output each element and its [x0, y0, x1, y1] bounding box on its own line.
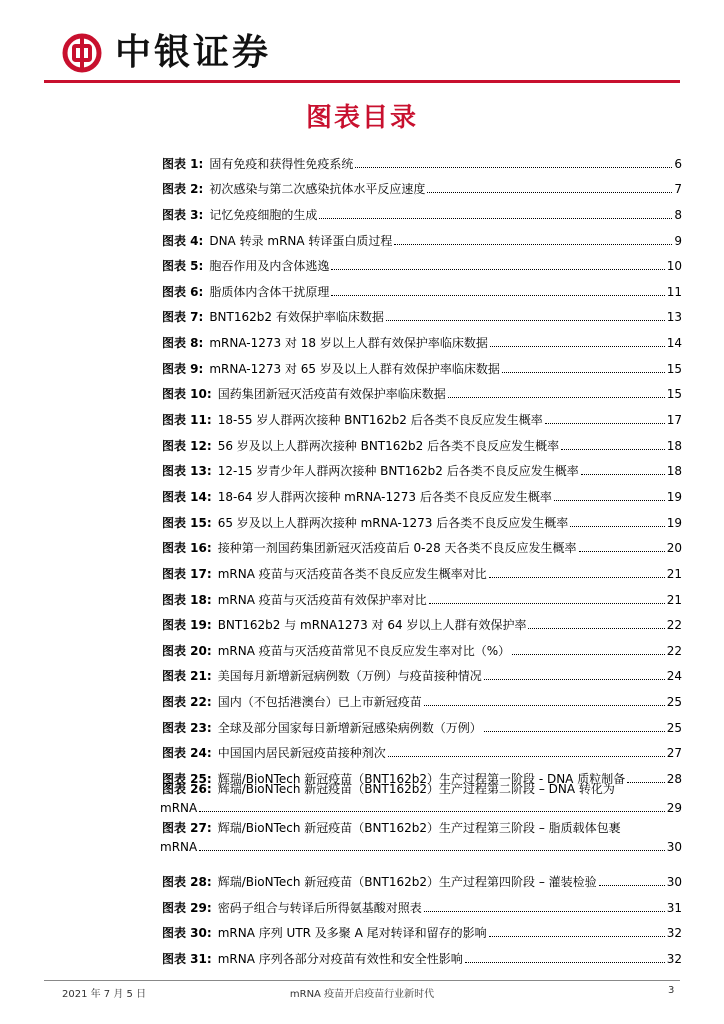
toc-entry-leader	[561, 449, 665, 450]
toc-entry-leader	[627, 782, 665, 783]
toc-entry[interactable]	[162, 479, 682, 505]
toc-entry-label: 图表 23:	[162, 720, 212, 735]
toc-entry[interactable]	[160, 820, 682, 865]
toc-entry[interactable]	[162, 916, 682, 942]
brand-name: 中银证券	[115, 32, 272, 73]
toc-entry-text: 记忆免疫细胞的生成	[209, 207, 318, 222]
toc-entry-label: 图表 5:	[162, 259, 204, 274]
toc-entry-page: 27	[666, 746, 682, 761]
toc-entry[interactable]	[162, 428, 682, 454]
toc-entry-label: 图表 11:	[162, 413, 212, 428]
toc-entry-label: 图表 14:	[162, 489, 212, 504]
toc-entry[interactable]	[162, 172, 682, 198]
toc-entry-page: 14	[666, 336, 682, 351]
toc-entry-text: 辉瑞/BioNTech 新冠疫苗（BNT162b2）生产过程第二阶段 – DNA 转化为	[217, 782, 615, 797]
toc-entry-page: 18	[666, 464, 682, 479]
toc-entry[interactable]	[162, 710, 682, 736]
toc-entry[interactable]	[162, 684, 682, 710]
toc-entry-leader	[331, 295, 664, 296]
toc-entry-leader	[331, 269, 664, 270]
toc-entry-text: BNT162b2 有效保护率临床数据	[209, 310, 384, 325]
toc-entry-label: 图表 31:	[162, 951, 212, 966]
table-of-figures	[162, 146, 682, 967]
toc-entry-label: 图表 8:	[162, 336, 204, 351]
toc-entry[interactable]	[162, 633, 682, 659]
toc-entry-text: BNT162b2 与 mRNA1273 对 64 岁以上人群有效保护率	[217, 618, 527, 633]
toc-entry-text: mRNA 序列各部分对疫苗有效性和安全性影响	[217, 951, 463, 966]
toc-entry-label: 图表 2:	[162, 182, 204, 197]
toc-entry-leader	[424, 911, 665, 912]
toc-entry-label: 图表 18:	[162, 592, 212, 607]
toc-entry-page: 31	[666, 900, 682, 915]
toc-entry[interactable]	[162, 608, 682, 634]
toc-entry-page: 7	[674, 182, 682, 197]
toc-entry-page: 11	[666, 284, 682, 299]
toc-entry-text: 国药集团新冠灭活疫苗有效保护率临床数据	[217, 387, 446, 402]
toc-entry-page: 6	[674, 156, 682, 171]
page-header	[0, 0, 724, 90]
toc-entry-text: 美国每月新增新冠病例数（万例）与疫苗接种情况	[217, 669, 482, 684]
toc-entry-leader	[545, 423, 665, 424]
toc-entry-leader	[319, 218, 672, 219]
toc-entry-label: 图表 26:	[162, 782, 212, 797]
toc-entry-page: 32	[666, 926, 682, 941]
toc-entry-page: 30	[666, 875, 682, 890]
toc-entry[interactable]	[162, 659, 682, 685]
toc-entry-page: 18	[666, 438, 682, 453]
toc-entry-leader	[599, 885, 665, 886]
toc-entry-text: mRNA-1273 对 18 岁以上人群有效保护率临床数据	[209, 336, 488, 351]
toc-entry[interactable]	[162, 582, 682, 608]
toc-entry-leader	[489, 936, 665, 937]
toc-entry[interactable]	[162, 377, 682, 403]
toc-entry-text: mRNA-1273 对 65 岁及以上人群有效保护率临床数据	[209, 361, 500, 376]
toc-entry-label: 图表 30:	[162, 926, 212, 941]
toc-entry-leader	[570, 526, 664, 527]
toc-entry-label: 图表 25:	[162, 772, 212, 787]
footer-date: 2021 年 7 月 5 日	[62, 989, 147, 1000]
toc-entry-leader	[465, 962, 665, 963]
toc-entry-text: 65 岁及以上人群两次接种 mRNA-1273 后各类不良反应发生概率	[217, 515, 569, 530]
toc-entry-leader	[448, 397, 665, 398]
toc-entry-page: 19	[666, 515, 682, 530]
toc-entry-label: 图表 16:	[162, 541, 212, 556]
toc-entry-continuation	[160, 839, 682, 855]
toc-entry-label: 图表 3:	[162, 207, 204, 222]
toc-entry-page: 30	[666, 839, 682, 854]
toc-entry-page: 22	[666, 643, 682, 658]
toc-entry-label: 图表 24:	[162, 746, 212, 761]
toc-entry-text: 国内（不包括港澳台）已上市新冠疫苗	[217, 695, 422, 710]
toc-entry[interactable]	[162, 505, 682, 531]
toc-entry-text: 18-64 岁人群两次接种 mRNA-1273 后各类不良反应发生概率	[217, 489, 552, 504]
toc-entry-label: 图表 28:	[162, 875, 212, 890]
toc-entry-label: 图表 12:	[162, 438, 212, 453]
toc-entry-page: 21	[666, 566, 682, 581]
toc-entry-text: 全球及部分国家每日新增新冠感染病例数（万例）	[217, 720, 482, 735]
toc-entry-label: 图表 9:	[162, 361, 204, 376]
header-divider	[44, 80, 680, 83]
toc-entry[interactable]	[162, 249, 682, 275]
toc-entry-text-continued: mRNA	[160, 801, 198, 816]
toc-entry-page: 32	[666, 951, 682, 966]
toc-entry-line	[162, 820, 621, 836]
toc-entry-leader	[199, 811, 665, 812]
toc-entry[interactable]	[162, 454, 682, 480]
toc-entry-page: 25	[666, 720, 682, 735]
toc-entry-label: 图表 4:	[162, 233, 204, 248]
toc-entry-leader	[490, 346, 665, 347]
toc-entry-text: 接种第一剂国药集团新冠灭活疫苗后 0-28 天各类不良反应发生概率	[217, 541, 577, 556]
toc-entry[interactable]	[162, 197, 682, 223]
toc-entry[interactable]	[162, 351, 682, 377]
toc-entry-label: 图表 21:	[162, 669, 212, 684]
toc-entry-text: mRNA 序列 UTR 及多聚 A 尾对转译和留存的影响	[217, 926, 487, 941]
toc-entry-leader	[429, 603, 665, 604]
toc-entry-text-continued: mRNA	[160, 839, 198, 854]
toc-entry-page: 29	[666, 801, 682, 816]
toc-entry[interactable]	[162, 325, 682, 351]
toc-entry-text: 12-15 岁青少年人群两次接种 BNT162b2 后各类不良反应发生概率	[217, 464, 579, 479]
toc-entry-label: 图表 7:	[162, 310, 204, 325]
toc-entry-label: 图表 20:	[162, 643, 212, 658]
toc-entry-page: 9	[674, 233, 682, 248]
toc-entry[interactable]	[162, 864, 682, 890]
toc-entry-leader	[489, 577, 665, 578]
toc-entry-text: 辉瑞/BioNTech 新冠疫苗（BNT162b2）生产过程第一阶段 - DNA 质粒制备	[217, 772, 626, 787]
toc-entry-page: 17	[666, 413, 682, 428]
toc-entry[interactable]	[162, 223, 682, 249]
toc-entry-page: 28	[666, 772, 682, 787]
toc-entry[interactable]	[162, 890, 682, 916]
toc-entry-label: 图表 1:	[162, 156, 204, 171]
toc-entry-label: 图表 19:	[162, 618, 212, 633]
toc-entry-page: 20	[666, 541, 682, 556]
toc-entry-page: 8	[674, 207, 682, 222]
toc-entry-page: 15	[666, 361, 682, 376]
toc-entry-page: 15	[666, 387, 682, 402]
footer-title: mRNA 疫苗开启疫苗行业新时代	[289, 989, 435, 1000]
toc-entry-text: 辉瑞/BioNTech 新冠疫苗（BNT162b2）生产过程第四阶段 – 灌装检验	[217, 875, 597, 890]
toc-entry-text: mRNA 疫苗与灭活疫苗各类不良反应发生概率对比	[217, 566, 487, 581]
toc-entry-leader	[502, 372, 665, 373]
toc-entry-leader	[484, 679, 665, 680]
toc-entry[interactable]	[162, 531, 682, 557]
footer-page-number: 3	[668, 985, 675, 996]
toc-entry-text: 初次感染与第二次感染抗体水平反应速度	[209, 182, 426, 197]
toc-entry[interactable]	[162, 146, 682, 172]
footer-divider	[44, 980, 680, 981]
toc-entry-page: 10	[666, 259, 682, 274]
toc-entry-label: 图表 6:	[162, 284, 204, 299]
toc-entry-page: 21	[666, 592, 682, 607]
toc-entry-page: 25	[666, 695, 682, 710]
toc-entry-page: 24	[666, 669, 682, 684]
toc-entry-text: 脂质体内含体干扰原理	[209, 284, 330, 299]
toc-entry[interactable]	[162, 556, 682, 582]
toc-entry-text: 辉瑞/BioNTech 新冠疫苗（BNT162b2）生产过程第三阶段 – 脂质载体包裹	[217, 820, 621, 835]
page-title: 图表目录	[305, 103, 418, 133]
toc-entry-text: 56 岁及以上人群两次接种 BNT162b2 后各类不良反应发生概率	[217, 438, 560, 453]
toc-entry-label: 图表 17:	[162, 566, 212, 581]
toc-entry-leader	[427, 192, 672, 193]
toc-entry-leader	[386, 320, 665, 321]
toc-entry-page: 13	[666, 310, 682, 325]
toc-entry-leader	[199, 850, 665, 851]
bank-of-china-logo-icon	[62, 33, 102, 73]
toc-entry[interactable]	[162, 274, 682, 300]
toc-entry-text: 密码子组合与转译后所得氨基酸对照表	[217, 900, 422, 915]
toc-entry[interactable]	[162, 402, 682, 428]
toc-entry-label: 图表 15:	[162, 515, 212, 530]
toc-entry-label: 图表 10:	[162, 387, 212, 402]
toc-entry-leader	[388, 756, 665, 757]
toc-entry-text: 中国国内居民新冠疫苗接种剂次	[217, 746, 386, 761]
toc-entry[interactable]	[162, 736, 682, 762]
toc-entry-text: 胞吞作用及内含体逃逸	[209, 259, 330, 274]
toc-entry-line	[162, 781, 615, 797]
toc-entry-continuation	[160, 800, 682, 816]
toc-entry-text: 固有免疫和获得性免疫系统	[209, 156, 354, 171]
toc-entry-page: 19	[666, 489, 682, 504]
toc-entry-leader	[355, 167, 672, 168]
toc-entry-label: 图表 27:	[162, 820, 212, 835]
toc-entry-label: 图表 22:	[162, 695, 212, 710]
toc-entry-page: 22	[666, 618, 682, 633]
toc-entry-leader	[581, 474, 665, 475]
toc-entry-text: 18-55 岁人群两次接种 BNT162b2 后各类不良反应发生概率	[217, 413, 543, 428]
toc-entry-text: mRNA 疫苗与灭活疫苗有效保护率对比	[217, 592, 427, 607]
toc-entry-leader	[579, 551, 665, 552]
toc-entry-leader	[394, 244, 672, 245]
toc-entry-label: 图表 29:	[162, 900, 212, 915]
toc-entry-text: mRNA 疫苗与灭活疫苗常见不良反应发生率对比（%）	[217, 643, 511, 658]
toc-entry-label: 图表 13:	[162, 464, 212, 479]
toc-entry[interactable]	[162, 941, 682, 967]
toc-entry-leader	[512, 654, 665, 655]
toc-entry-leader	[528, 628, 664, 629]
toc-entry-leader	[424, 705, 665, 706]
toc-entry-leader	[484, 731, 665, 732]
toc-entry-leader	[554, 500, 665, 501]
toc-entry[interactable]	[162, 300, 682, 326]
toc-entry-text: DNA 转录 mRNA 转译蛋白质过程	[209, 233, 393, 248]
